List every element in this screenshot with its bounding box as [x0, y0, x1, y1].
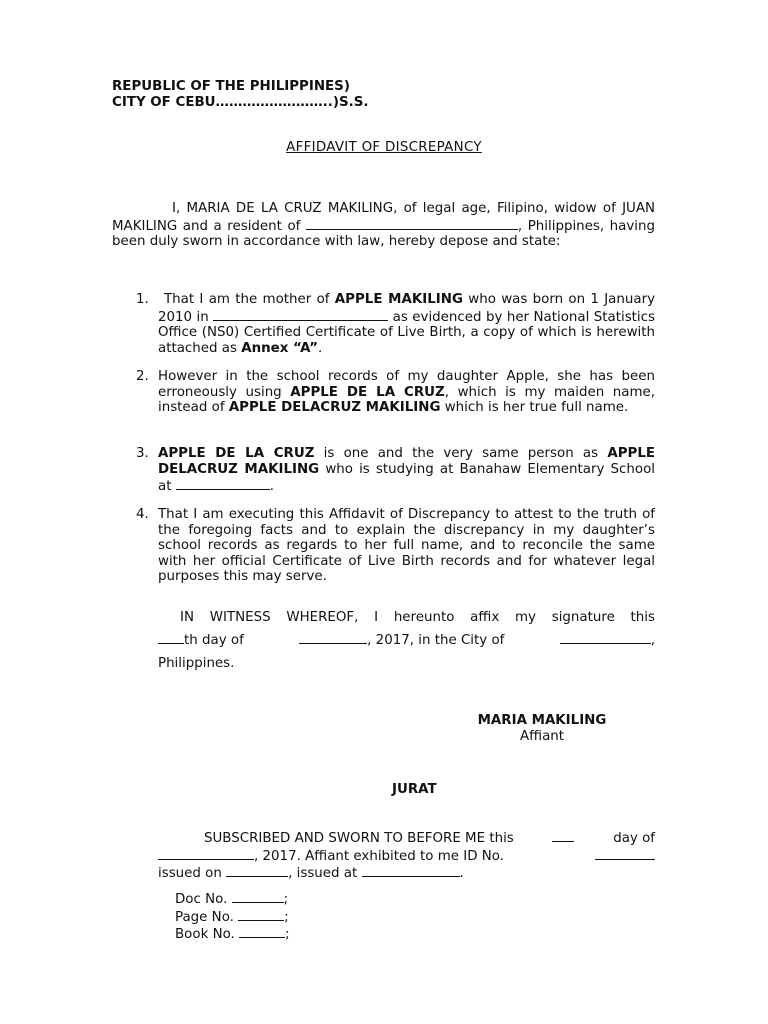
witness-paragraph: IN WITNESS WHEREOF, I hereunto affix my signature this th day of , 2017, in the City of , Philippines.	[158, 606, 655, 675]
month-blank	[299, 631, 367, 644]
caption-line-republic: REPUBLIC OF THE PHILIPPINES)	[112, 79, 350, 94]
item-number: 2.	[136, 369, 149, 384]
page-no-blank	[238, 908, 284, 921]
venue-caption	[112, 79, 532, 110]
affiant-role: Affiant	[519, 728, 565, 744]
affiant-name: MARIA MAKILING	[477, 713, 607, 728]
intro-text-a: I, MARIA DE LA CRUZ MAKILING, of legal age, Filipino, widow of JUAN MAKILING and a resident of	[112, 201, 655, 234]
book-no-blank	[239, 925, 285, 938]
issued-at-blank	[362, 864, 460, 877]
maiden-name: APPLE DE LA CRUZ	[158, 446, 315, 461]
signature-block	[442, 713, 642, 744]
doc-no-line: Doc No. ;	[175, 892, 289, 907]
true-name: APPLE DELACRUZ MAKILING	[228, 400, 441, 416]
day-blank	[158, 631, 184, 644]
document-title: AFFIDAVIT OF DISCREPANCY	[286, 140, 482, 155]
book-no-line: Book No. ;	[175, 927, 290, 943]
id-number-blank	[595, 847, 655, 860]
witness-text: IN WITNESS WHEREOF, I hereunto affix my signature this	[180, 610, 655, 625]
item-number: 4.	[136, 507, 149, 522]
caption-line-city: CITY OF CEBU……………………..)S.S.	[112, 94, 369, 110]
list-item: 2. However in the school records of my daughter Apple, she has been erroneously using APPLE DE LA CRUZ, which is my maiden name, instead of APPLE DELACRUZ MAKILING which is her true full name.	[136, 369, 655, 416]
maiden-name: APPLE DE LA CRUZ	[290, 384, 445, 400]
doc-no-blank	[232, 890, 284, 903]
jurat-month-blank	[158, 847, 254, 860]
jurat-heading: JURAT	[392, 782, 437, 797]
list-item: 1. That I am the mother of APPLE MAKILING who was born on 1 January 2010 in as evidenced by her National Statistics Office (NS0) Certified Certificate of Live Birth, a copy of which is herewith attached as Annex “A”.	[136, 292, 656, 356]
list-item: 3. APPLE DE LA CRUZ is one and the very same person as APPLE DELACRUZ MAKILING who is studying at Banahaw Elementary School at .	[136, 446, 655, 495]
item-number: 3.	[136, 446, 149, 461]
residence-blank	[306, 217, 518, 230]
notarial-register	[175, 890, 375, 943]
intro-paragraph	[112, 201, 655, 250]
jurat-text: SUBSCRIBED AND SWORN TO BEFORE ME this	[204, 831, 514, 846]
issued-on-blank	[226, 864, 288, 877]
true-name: APPLE DELACRUZ MAKILING	[158, 446, 655, 477]
city-blank	[560, 631, 651, 644]
birthplace-blank	[213, 308, 388, 321]
child-name: APPLE MAKILING	[334, 292, 463, 307]
list-item: 4. That I am executing this Affidavit of Discrepancy to attest to the truth of the foregoing facts and to explain the discrepancy in my daughter’s school records as regards to her full name, and to reconcile the same with her official Certificate of Live Birth records and for whatever legal purposes this may serve.	[136, 507, 655, 585]
annex-label: Annex “A”	[241, 340, 319, 356]
intro-text-b: , Philippines, having been duly sworn in accordance with law, hereby depose and state:	[112, 218, 655, 250]
item-number: 1.	[136, 292, 149, 307]
school-address-blank	[176, 477, 270, 490]
page-no-line: Page No. ;	[175, 909, 289, 925]
witness-country: Philippines.	[158, 656, 235, 671]
jurat-paragraph: SUBSCRIBED AND SWORN TO BEFORE ME this day of , 2017. Affiant exhibited to me ID No. issued on , issued at .	[158, 831, 655, 882]
jurat-day-blank	[552, 829, 574, 842]
